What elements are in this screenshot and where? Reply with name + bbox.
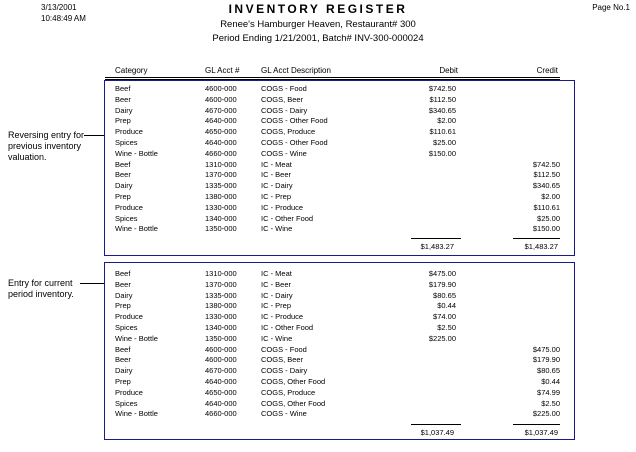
cell-desc: COGS - Other Food: [261, 116, 328, 126]
table-row: [105, 387, 576, 398]
note-reversing-entry: Reversing entry for previous inventory valuation.: [8, 130, 85, 162]
cell-credit: $2.00: [541, 192, 560, 201]
cell-acct: 1380-000: [205, 192, 237, 201]
cell-acct: 4670-000: [205, 105, 237, 115]
table-row: [105, 180, 576, 191]
table-row: [105, 105, 576, 116]
page-number: Page No.1: [592, 3, 630, 12]
table-row: [105, 398, 576, 409]
cell-acct: 4600-000: [205, 355, 237, 365]
cell-desc: COGS - Other Food: [261, 138, 328, 147]
cell-debit: $74.00: [433, 312, 456, 322]
cell-desc: IC - Meat: [261, 269, 292, 278]
report-title: INVENTORY REGISTER: [228, 2, 408, 16]
column-header-row: [105, 64, 560, 78]
report-subtitle-period: Period Ending 1/21/2001, Batch# INV-300-000024: [212, 33, 424, 44]
report-subtitle-restaurant: Renee's Hamburger Heaven, Restaurant# 300: [220, 19, 416, 30]
cell-category: Prep: [115, 377, 131, 386]
cell-category: Wine - Bottle: [115, 224, 158, 234]
cell-acct: 1310-000: [205, 159, 237, 169]
cell-acct: 4600-000: [205, 84, 237, 93]
cell-desc: IC - Meat: [261, 159, 292, 169]
cell-acct: 1335-000: [205, 290, 237, 300]
cell-category: Produce: [115, 387, 143, 397]
total-line-credit: [513, 424, 560, 425]
cell-desc: COGS, Beer: [261, 355, 304, 365]
column-header-acct: GL Acct #: [205, 66, 240, 75]
table-row: [105, 322, 576, 333]
total-line-debit: [411, 238, 461, 239]
table-row: [105, 311, 576, 322]
column-header-category: Category: [115, 66, 148, 75]
cell-category: Beer: [115, 170, 131, 180]
cell-desc: IC - Prep: [261, 192, 292, 201]
cell-category: Produce: [115, 202, 143, 212]
table-row: [105, 223, 576, 234]
cell-desc: COGS - Dairy: [261, 105, 308, 115]
cell-desc: COGS - Food: [261, 84, 307, 93]
cell-desc: COGS, Produce: [261, 387, 316, 397]
cell-category: Prep: [115, 301, 131, 311]
note-current-leader-line: [80, 283, 104, 284]
note-reversing-leader-line: [84, 135, 104, 136]
cell-category: Beef: [115, 84, 131, 93]
cell-debit: $25.00: [433, 138, 456, 147]
table-row: [105, 137, 576, 148]
cell-debit: $475.00: [428, 269, 456, 278]
cell-debit: $742.50: [428, 84, 456, 93]
cell-debit: $225.00: [428, 333, 456, 343]
total-credit: $1,037.49: [524, 428, 558, 437]
report-time: 10:48:49 AM: [41, 14, 86, 23]
section-current-entry: [104, 262, 575, 440]
report-date: 3/13/2001: [41, 3, 77, 12]
cell-category: Beef: [115, 344, 131, 354]
cell-credit: $0.44: [541, 377, 560, 386]
cell-category: Dairy: [115, 181, 133, 191]
table-row: [105, 268, 576, 279]
cell-acct: 4600-000: [205, 344, 237, 354]
cell-desc: IC - Prep: [261, 301, 292, 311]
table-row: [105, 148, 576, 159]
total-debit: $1,037.49: [420, 428, 454, 437]
cell-acct: 1370-000: [205, 279, 237, 289]
table-row: [105, 279, 576, 290]
cell-category: Spices: [115, 323, 138, 332]
table-row: [105, 126, 576, 137]
cell-category: Wine - Bottle: [115, 333, 158, 343]
cell-acct: 4660-000: [205, 409, 237, 419]
cell-desc: IC - Dairy: [261, 290, 293, 300]
cell-category: Beef: [115, 269, 131, 278]
cell-category: Produce: [115, 312, 143, 322]
table-row: [105, 94, 576, 105]
table-row: [105, 290, 576, 301]
cell-category: Spices: [115, 213, 138, 223]
cell-category: Prep: [115, 192, 131, 201]
cell-desc: COGS, Beer: [261, 94, 304, 104]
cell-credit: $179.90: [532, 355, 560, 365]
cell-debit: $2.00: [437, 116, 456, 126]
column-header-desc: GL Acct Description: [261, 66, 331, 75]
cell-credit: $25.00: [537, 213, 560, 223]
cell-desc: IC - Beer: [261, 279, 292, 289]
cell-credit: $225.00: [532, 409, 560, 419]
cell-desc: IC - Wine: [261, 224, 293, 234]
cell-debit: $2.50: [437, 323, 456, 332]
table-row: [105, 300, 576, 311]
cell-credit: $2.50: [541, 398, 560, 408]
cell-desc: COGS, Other Food: [261, 398, 326, 408]
cell-debit: $80.65: [433, 290, 456, 300]
table-row: [105, 202, 576, 213]
cell-desc: COGS - Dairy: [261, 366, 308, 376]
cell-category: Beef: [115, 159, 131, 169]
cell-desc: COGS, Other Food: [261, 377, 326, 386]
cell-desc: IC - Dairy: [261, 181, 293, 191]
cell-acct: 1370-000: [205, 170, 237, 180]
cell-acct: 4650-000: [205, 387, 237, 397]
cell-category: Dairy: [115, 290, 133, 300]
total-line-debit: [411, 424, 461, 425]
cell-acct: 1330-000: [205, 312, 237, 322]
total-debit: $1,483.27: [420, 242, 454, 251]
cell-acct: 4600-000: [205, 94, 237, 104]
cell-acct: 1380-000: [205, 301, 237, 311]
cell-credit: $110.61: [533, 202, 560, 212]
cell-acct: 4640-000: [205, 138, 237, 147]
cell-acct: 1335-000: [205, 181, 237, 191]
cell-debit: $150.00: [428, 148, 456, 158]
cell-debit: $340.65: [428, 105, 456, 115]
cell-category: Dairy: [115, 366, 133, 376]
cell-category: Beer: [115, 94, 131, 104]
table-row: [105, 169, 576, 180]
cell-category: Produce: [115, 127, 143, 137]
cell-desc: IC - Other Food: [261, 323, 314, 332]
total-line-credit: [513, 238, 560, 239]
table-row: [105, 83, 576, 94]
table-row: [105, 159, 576, 170]
cell-desc: IC - Produce: [261, 312, 304, 322]
cell-debit: $112.50: [429, 94, 456, 104]
cell-acct: 4650-000: [205, 127, 237, 137]
cell-desc: IC - Wine: [261, 333, 293, 343]
cell-acct: 4640-000: [205, 116, 237, 126]
table-row: [105, 191, 576, 202]
cell-credit: $742.50: [532, 159, 560, 169]
cell-acct: 1340-000: [205, 323, 237, 332]
cell-desc: IC - Produce: [261, 202, 304, 212]
column-header-credit: Credit: [536, 66, 558, 75]
table-row: [105, 213, 576, 224]
cell-acct: 1350-000: [205, 333, 237, 343]
cell-acct: 4640-000: [205, 377, 237, 386]
cell-acct: 1310-000: [205, 269, 237, 278]
cell-category: Prep: [115, 116, 131, 126]
section-reversing-entry: [104, 80, 575, 256]
cell-desc: IC - Beer: [261, 170, 292, 180]
cell-acct: 4660-000: [205, 148, 237, 158]
table-row: [105, 115, 576, 126]
table-row: [105, 408, 576, 419]
column-header-debit: Debit: [439, 66, 458, 75]
cell-acct: 1330-000: [205, 202, 237, 212]
table-row: [105, 376, 576, 387]
cell-credit: $74.99: [537, 387, 560, 397]
cell-acct: 1350-000: [205, 224, 237, 234]
cell-desc: COGS - Food: [261, 344, 307, 354]
table-row: [105, 344, 576, 355]
cell-acct: 4640-000: [205, 398, 237, 408]
total-credit: $1,483.27: [524, 242, 558, 251]
table-row: [105, 354, 576, 365]
cell-category: Wine - Bottle: [115, 148, 158, 158]
table-row: [105, 365, 576, 376]
cell-desc: COGS - Wine: [261, 409, 307, 419]
cell-credit: $150.00: [532, 224, 560, 234]
cell-category: Beer: [115, 279, 131, 289]
cell-debit: $179.90: [428, 279, 456, 289]
cell-credit: $80.65: [537, 366, 560, 376]
cell-category: Spices: [115, 138, 138, 147]
cell-category: Wine - Bottle: [115, 409, 158, 419]
cell-category: Spices: [115, 398, 138, 408]
cell-desc: COGS, Produce: [261, 127, 316, 137]
cell-desc: COGS - Wine: [261, 148, 307, 158]
cell-debit: $110.61: [429, 127, 456, 137]
cell-credit: $340.65: [532, 181, 560, 191]
cell-credit: $475.00: [532, 344, 560, 354]
cell-category: Dairy: [115, 105, 133, 115]
cell-credit: $112.50: [533, 170, 560, 180]
cell-acct: 4670-000: [205, 366, 237, 376]
note-current-entry: Entry for current period inventory.: [8, 278, 74, 299]
cell-acct: 1340-000: [205, 213, 237, 223]
cell-desc: IC - Other Food: [261, 213, 314, 223]
cell-debit: $0.44: [437, 301, 456, 311]
table-row: [105, 333, 576, 344]
cell-category: Beer: [115, 355, 131, 365]
